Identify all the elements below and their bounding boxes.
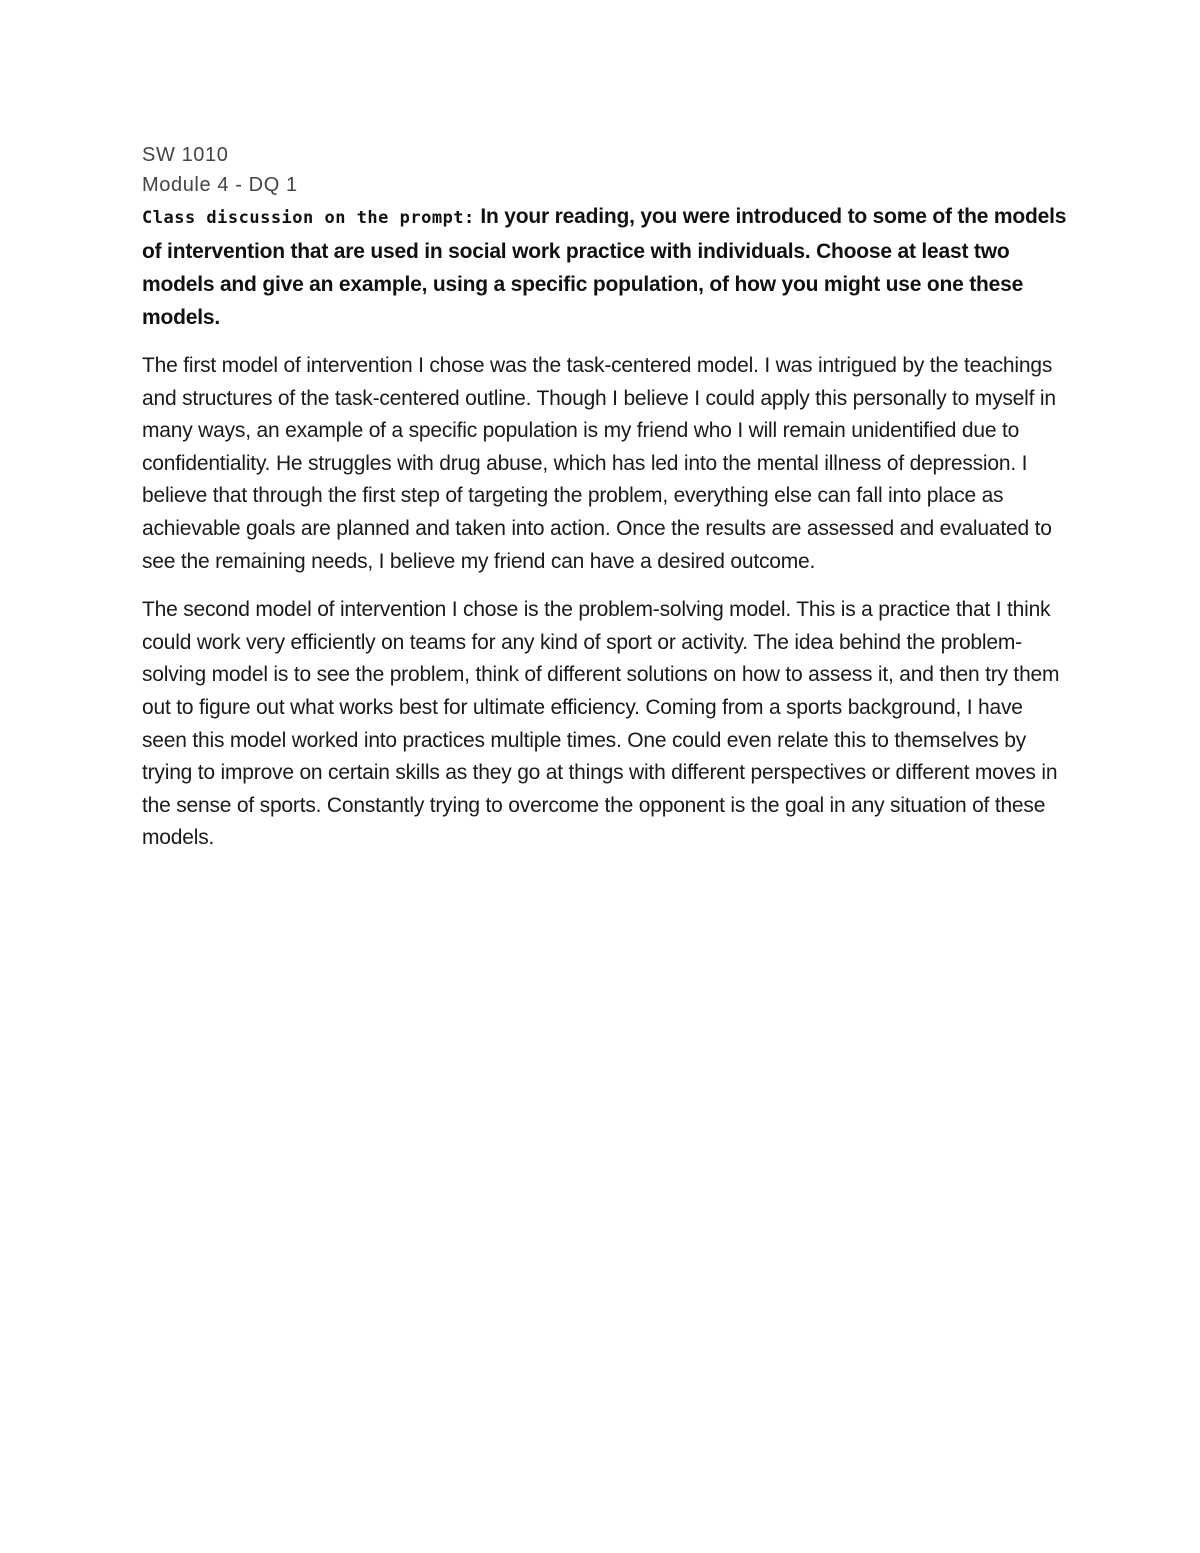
prompt-text: In your reading, you were introduced to some of the models of intervention that are used in social work practice with individuals. Choose at least two models and give an example, using a specific population, of how you might use one these models. bbox=[142, 205, 1067, 329]
response-paragraph-1: The first model of intervention I chose was the task-centered model. I was intrigued by the teachings and structures of the task-centered outline. Though I believe I could apply this personally to myself in many ways, an example of a specific population is my friend who I will remain unidentified due to confidentiality. He struggles with drug abuse, which has led into the mental illness of depression. I believe that through the first step of targeting the problem, everything else can fall into place as achievable goals are planned and taken into action. Once the results are assessed and evaluated to see the remaining needs, I believe my friend can have a desired outcome. bbox=[142, 354, 1056, 573]
document-body bbox=[142, 140, 1072, 855]
course-code: SW 1010 bbox=[142, 144, 229, 166]
prompt-label: Class discussion on the prompt: bbox=[142, 208, 475, 228]
discussion-prompt bbox=[142, 200, 1072, 334]
response-paragraph-2: The second model of intervention I chose is the problem-solving model. This is a practice that I think could work very efficiently on teams for any kind of sport or activity. The idea behind the problem-solving model is to see the problem, think of different solutions on how to assess it, and then try them out to figure out what works best for ultimate efficiency. Coming from a sports background, I have seen this model worked into practices multiple times. One could even relate this to themselves by trying to improve on certain skills as they go at things with different perspectives or different moves in the sense of sports. Constantly trying to overcome the opponent is the goal in any situation of these models. bbox=[142, 598, 1060, 850]
assignment-title: Module 4 - DQ 1 bbox=[142, 174, 298, 196]
